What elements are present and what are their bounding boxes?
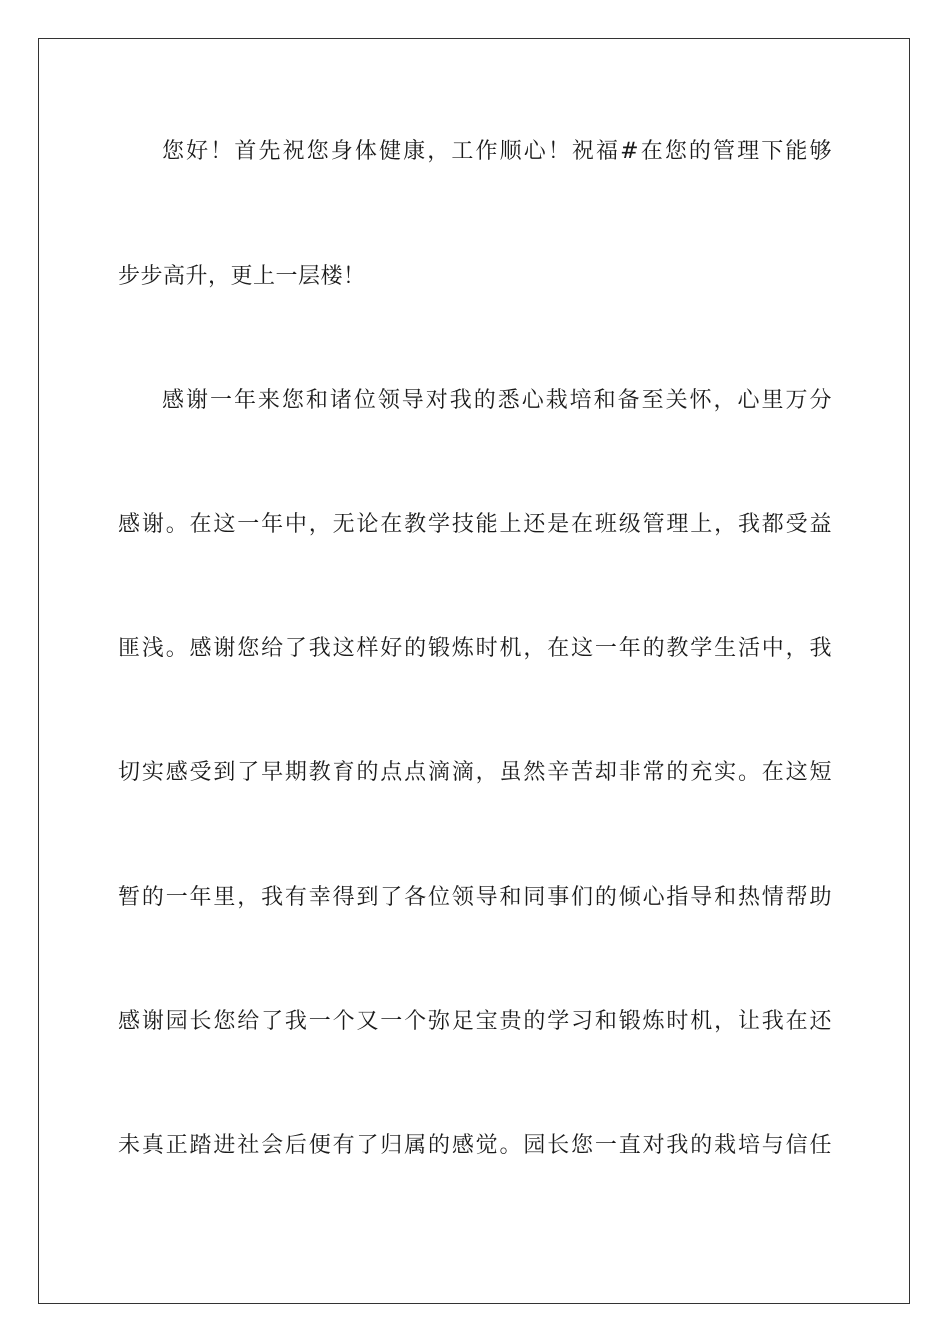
paragraph-2-line-7: 未真正踏进社会后便有了归属的感觉。园长您一直对我的栽培与信任 bbox=[118, 1133, 832, 1158]
paragraph-1-line-2: 步步高升，更上一层楼！ bbox=[118, 264, 366, 289]
paragraph-2-line-1: 感谢一年来您和诸位领导对我的悉心栽培和备至关怀，心里万分 bbox=[162, 388, 832, 413]
paragraph-1-line-1: 您好！首先祝您身体健康，工作顺心！祝福#在您的管理下能够 bbox=[162, 139, 832, 164]
page-frame bbox=[38, 38, 910, 1304]
paragraph-2-line-3: 匪浅。感谢您给了我这样好的锻炼时机，在这一年的教学生活中，我 bbox=[118, 636, 832, 661]
paragraph-2-line-2: 感谢。在这一年中，无论在教学技能上还是在班级管理上，我都受益 bbox=[118, 512, 832, 537]
paragraph-2-line-4: 切实感受到了早期教育的点点滴滴，虽然辛苦却非常的充实。在这短 bbox=[118, 760, 832, 785]
paragraph-2-line-6: 感谢园长您给了我一个又一个弥足宝贵的学习和锻炼时机，让我在还 bbox=[118, 1009, 832, 1034]
paragraph-2-line-5: 暂的一年里，我有幸得到了各位领导和同事们的倾心指导和热情帮助 bbox=[118, 885, 832, 910]
